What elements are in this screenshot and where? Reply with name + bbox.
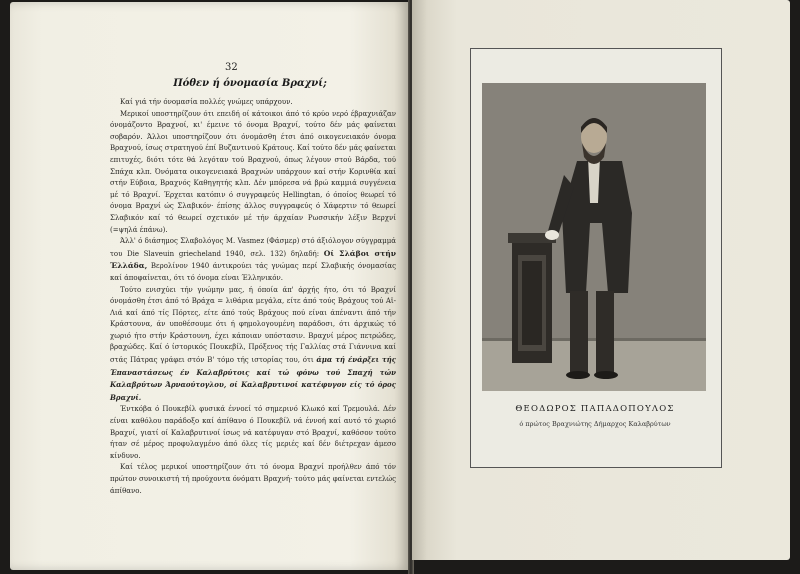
text-run: Μερικοί υποστηρίζουν ότι επειδή οί κάτοικοι άπό τό κρύο νερό έβραχνιάζαν όνομάζοντο Βραχνοί, κι' έμεινε τό όνομα Βραχνί, τούτο δέν μάς φαίνεται σοβαρόν. Άλλοι υποστηρίζουν ότι όνομάσθη έτσι άπό οικογενειακόν όνομα Βραχνού, ίσως στρατηγού έπί Βυζαντινού Κράτους. Καί τούτο δέν μάς φαίνεται επιτυχές, διότι τότε θά λεγόταν τού Βραχνού, όπως λέγουν στού Βάρδα, τού Σπάχα κλπ. Όνόματα οικογενειακά Βραχνών υπάρχουν καί στήν Κορινθία καί στήν Εύβοια, Βραχνός Καθηγητής κλπ. Δέν μπόρεσα νά βρώ καμμιά συγγένεια μέ τό Βραχνί. Έρχεται κατόπιν ό συγγραφεύς Hellingtan, ό όποίος θεωρεί τό όνομα Βραχνί ώς Σλαβικόν· έπίσης άλλος συγγραφεύς ό Χάφερτιν τό θεωρεί Σλαβικόν καί τό θεωρεί σχετικόν μέ τήν άρχαίαν Ρωσσικήν λέξιν Βερχνί (=ψηλά έπάνω). (110, 109, 396, 234)
body-text (110, 97, 396, 497)
text-run: Άλλ' ό διάσημος Σλαβολόγος M. Vasmez (Φάσμερ) στό άξιόλογον σύγγραμμά του Die Slaveuin griecheland 1940, σελ. 132) δηλαδή: (110, 237, 396, 258)
paragraph (110, 109, 396, 237)
photo-caption-subtitle: ό πρώτος Βραχνιώτης Δήμαρχος Καλαβρύτων (519, 420, 671, 428)
page-number: 32 (225, 62, 238, 73)
emphasized-text: Οί Σλάβοι στήν Έλλάδα, (110, 248, 396, 271)
paragraph (110, 285, 396, 405)
paragraph (110, 404, 396, 462)
paragraph (110, 462, 396, 497)
paragraph (110, 97, 396, 109)
photo-caption-name: ΘΕΟΔΩΡΟΣ ΠΑΠΑΔΟΠΟΥΛΟΣ (515, 404, 675, 414)
text-run: Καί γιά τήν όνομασία πολλές γνώμες υπάρχουν. (120, 98, 293, 106)
text-run: Έντκόβα ό Πουκεβίλ φυσικά έννοεί τό σημερινό Κλωκό καί Τρεμουλά. Δέν είναι καθόλου παράδοξο καί άπίθανο ό Πουκεβίλ νά έννοή καί αυτό τό χωριό Βραχνί, γιατί οί Καλαβρυτινοί ίσως νά κατέφυγαν στό Βραχνί, καθόσον τούτο ήταν σέ μέρος προφυλαγμένο άπό όλες τίς μεριές καί δέν διέτρεχαν άμεσο κίνδυνο. (110, 405, 396, 460)
emphasized-text: άμα τή ένάρξει τής Έπαναστάσεως έν Καλαβρύτοις καί τώ φόνω τού Σπαχή τών Καλαβρύτων Άρναούτογλου, οί Καλαβρυτινοί κατέφυγον είς τό όρος Βραχνί. (110, 355, 396, 402)
section-heading: Πόθεν ή όνομασία Βραχνί; (173, 78, 327, 89)
paragraph (110, 236, 396, 284)
text-run: Βερολίνον 1940 άντικρούει τάς γνώμας περί Σλαβικής όνομασίας καί άποφαίνεται, ότι τό όνομα είναι Έλληνικόν. (110, 262, 396, 282)
text-run: Τούτο ενισχύει τήν γνώμην μας, ή όποία άπ' άρχής ήτο, ότι τό Βραχνί όνομάσθη έτσι άπό τό Βράχα = λιθάρια μεγάλα, είτε άπό τούς Βράχους τού Αϊ-Λιά καί άπό τίς Πόρτες, είτε άπό τούς Βράχους πού είναι άπέναντι άπό τήν Κράστουνα, άν υποθέσουμε ότι ή φημολογουμένη παράδοσι, ότι άρχικώς τό χωριό ήτο στήν Κράστουνη, έχει κάποιαν υπόστασιν. Βραχνί μέρος πετρώδες, βραχώδες. Καί ό ίστορικός Πουκεβίλ, Πρόξενος τής Γαλλίας στά Γιάννινα καί στάς Πάτρας γράφει στόν Β' τόμο τής ιστορίας του, ότι (110, 285, 396, 365)
text-run: Καί τέλος μερικοί υποστηρίζουν ότι τό όνομα Βραχνί προήλθεν άπό τόν πρώτον συνοικιστή τή προύχοντα όνόματι Βραχνή· τούτο μάς φαίνεται εντελώς άπίθανο. (110, 463, 396, 495)
portrait-photo-icon (482, 83, 706, 391)
